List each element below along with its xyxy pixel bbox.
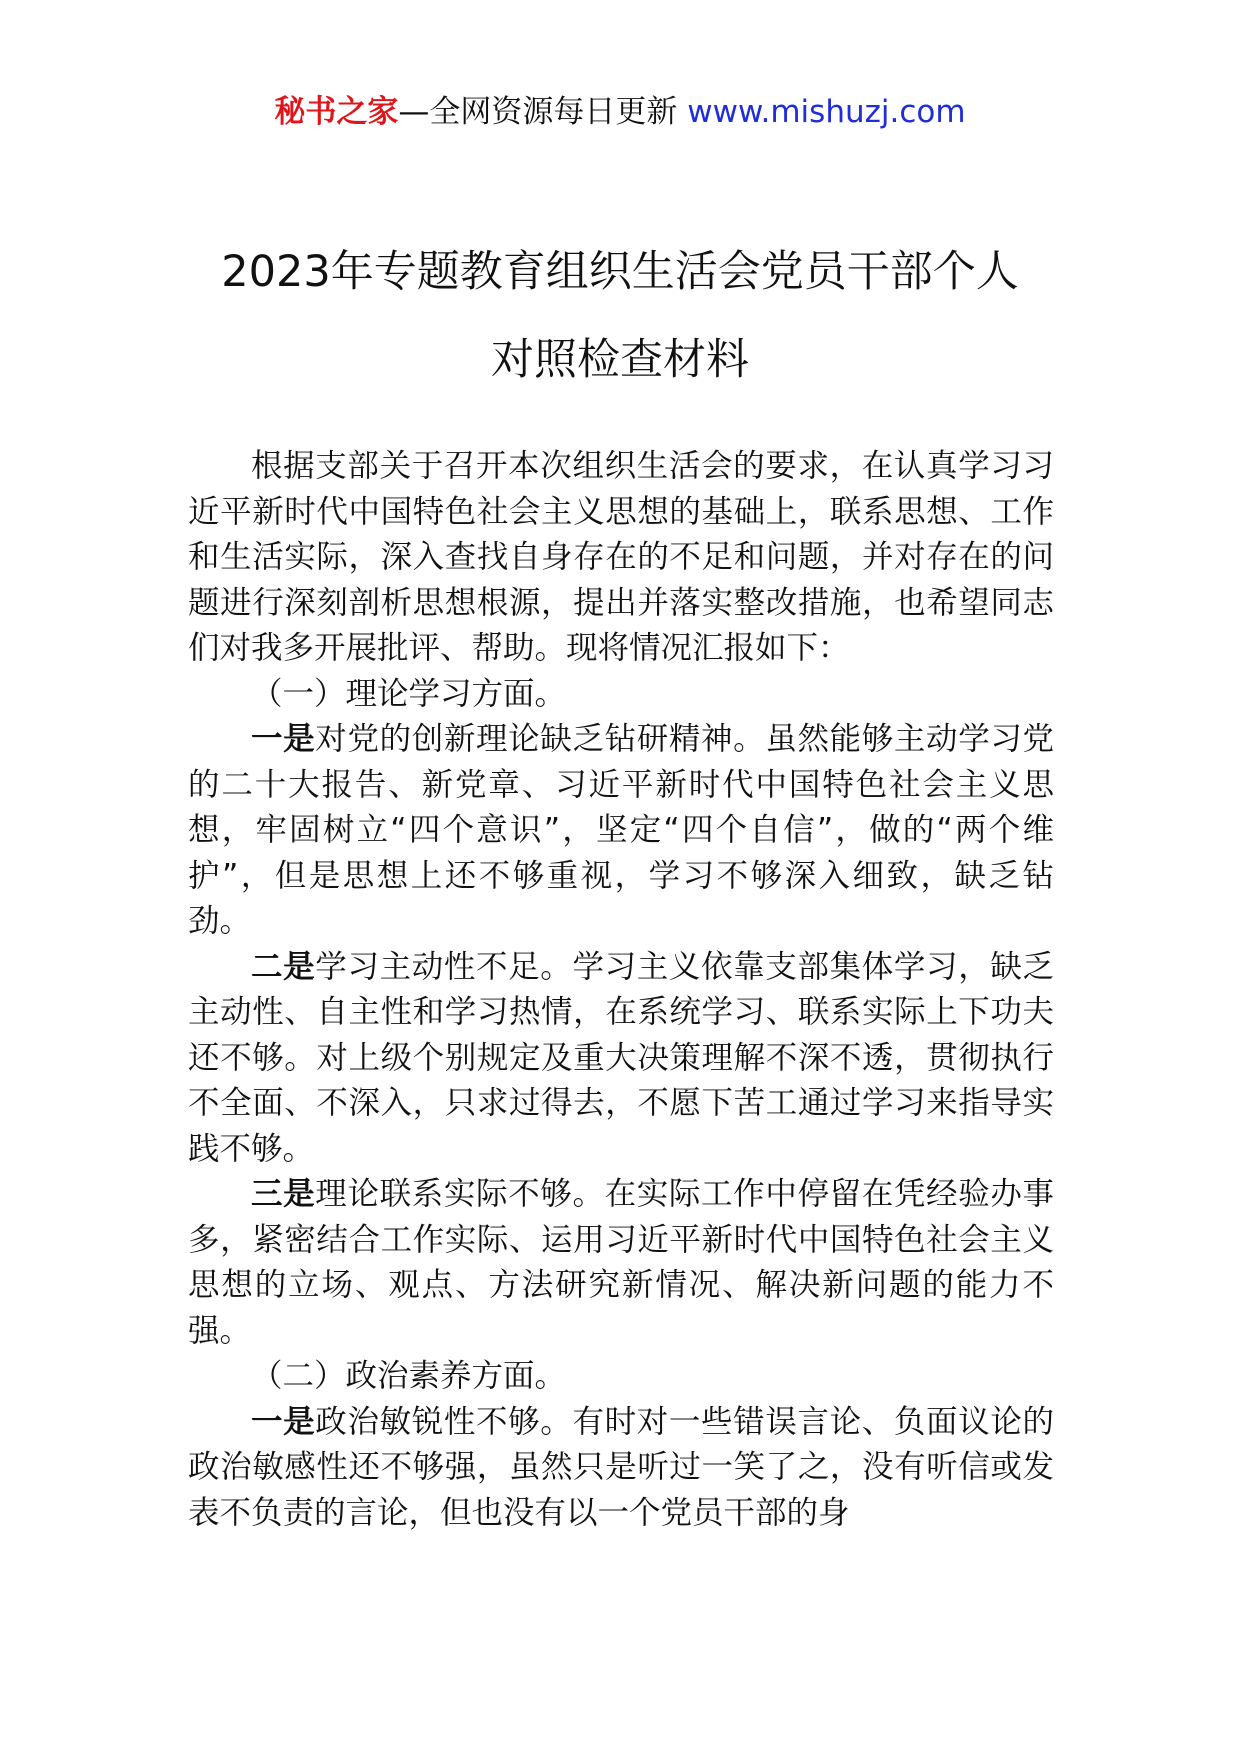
paragraph-point-3 bbox=[188, 1172, 1054, 1354]
intro-paragraph: 根据支部关于召开本次组织生活会的要求，在认真学习习近平新时代中国特色社会主义思想的基础上，联系思想、工作和生活实际，深入查找自身存在的不足和问题，并对存在的问题进行深刻剖析思想根源，提出并落实整改措施，也希望同志们对我多开展批评、帮助。现将情况汇报如下： bbox=[188, 448, 1054, 666]
document-body bbox=[188, 444, 1054, 1536]
point-text: 政治敏锐性不够。有时对一些错误言论、负面议论的政治敏感性还不够强，虽然只是听过一笑了之，没有听信或发表不负责的言论，但也没有以一个党员干部的身 bbox=[188, 1403, 1054, 1531]
point-text: 学习主动性不足。学习主义依靠支部集体学习，缺乏主动性、自主性和学习热情，在系统学习、联系实际上下功夫还不够。对上级个别规定及重大决策理解不深不透，贯彻执行不全面、不深入，只求过得去，不愿下苦工通过学习来指导实践不够。 bbox=[188, 948, 1054, 1167]
point-lead: 三是 bbox=[251, 1176, 316, 1212]
document-title-line-1: 2023年专题教育组织生活会党员干部个人 bbox=[221, 247, 1019, 297]
section-heading-theory-study: （一）理论学习方面。 bbox=[251, 675, 567, 712]
site-url-link[interactable]: www.mishuzj.com bbox=[687, 94, 966, 130]
point-lead: 一是 bbox=[251, 1403, 316, 1440]
document-title bbox=[0, 228, 1240, 404]
paragraph-point-1 bbox=[188, 717, 1054, 945]
site-header-banner bbox=[0, 92, 1240, 132]
paragraph-point-2 bbox=[188, 945, 1054, 1173]
point-lead: 二是 bbox=[251, 948, 316, 985]
paragraph-point-4 bbox=[188, 1400, 1054, 1537]
document-title-line-2: 对照检查材料 bbox=[491, 335, 749, 385]
site-brand-name: 秘书之家 bbox=[274, 94, 399, 130]
point-lead: 一是 bbox=[251, 721, 316, 757]
site-tagline: —全网资源每日更新 bbox=[398, 94, 678, 130]
point-text: 理论联系实际不够。在实际工作中停留在凭经验办事多，紧密结合工作实际、运用习近平新时代中国特色社会主义思想的立场、观点、方法研究新情况、解决新问题的能力不强。 bbox=[188, 1176, 1054, 1349]
section-heading-political-quality: （二）政治素养方面。 bbox=[251, 1358, 567, 1394]
point-text: 对党的创新理论缺乏钻研精神。虽然能够主动学习党的二十大报告、新党章、习近平新时代中国特色社会主义思想，牢固树立“四个意识”，坚定“四个自信”，做的“两个维护”，但是思想上还不够重视，学习不够深入细致，缺乏钻劲。 bbox=[188, 721, 1054, 939]
